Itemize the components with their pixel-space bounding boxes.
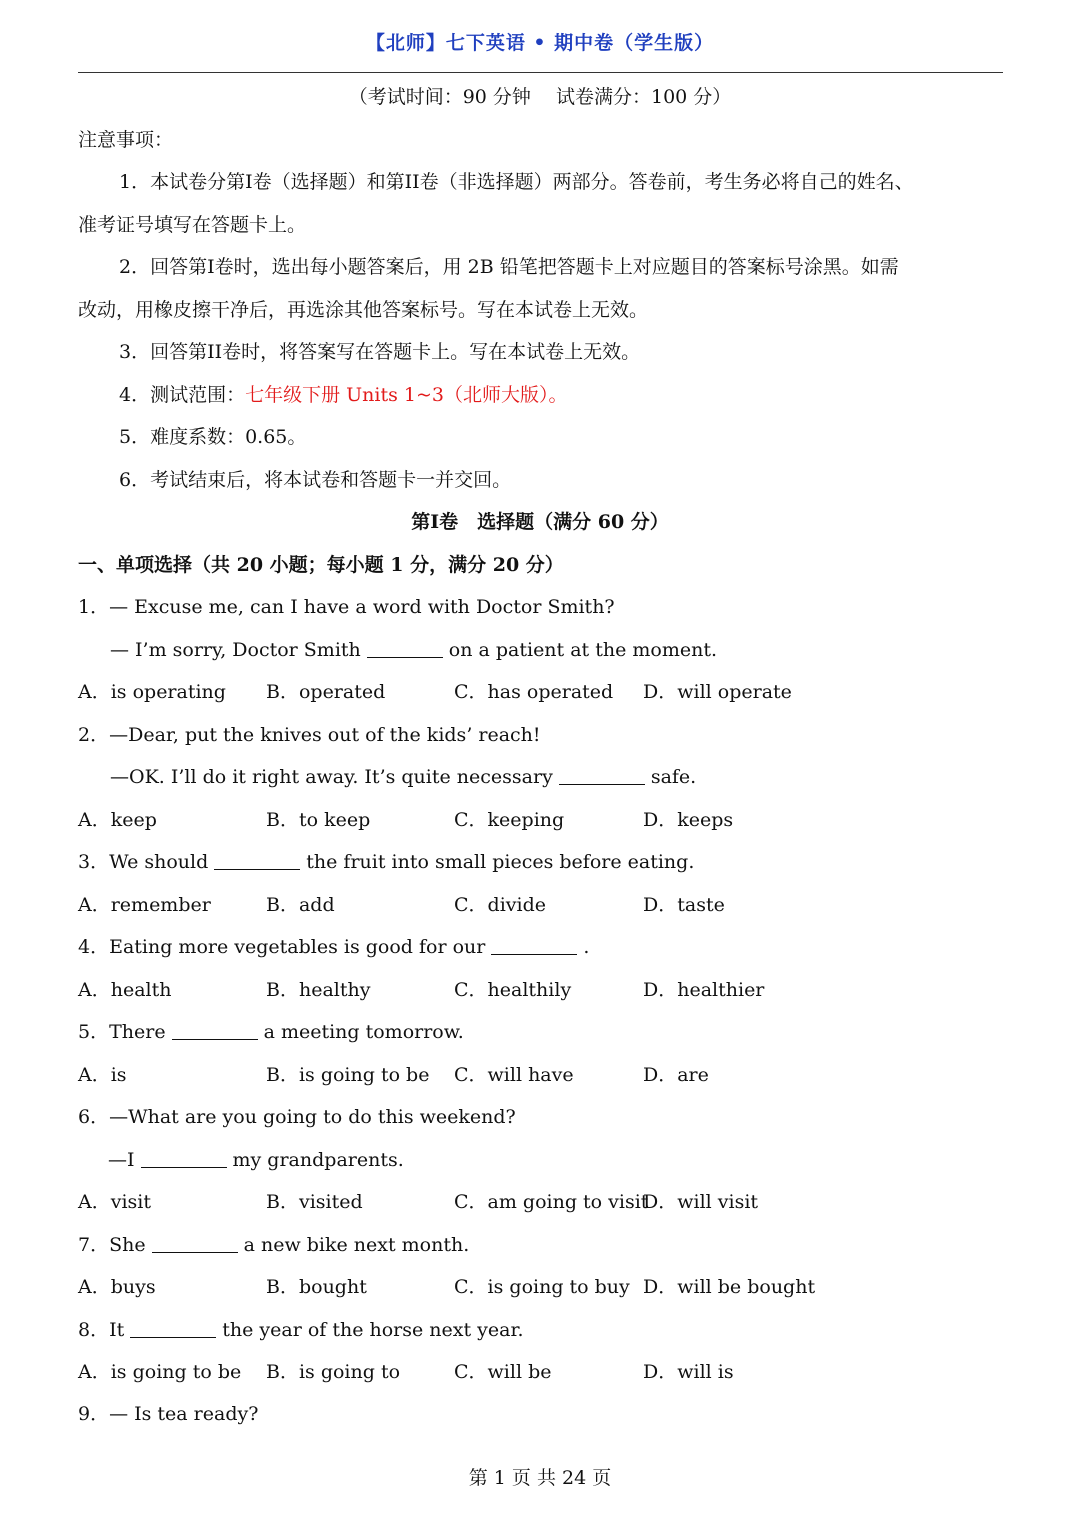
question-1-line-2 — [110, 641, 717, 660]
answer-blank — [214, 868, 300, 870]
answer-blank — [491, 953, 577, 955]
q5-option-a: A．is — [78, 1064, 127, 1086]
question-text: —I — [108, 1149, 135, 1171]
q3-option-c: C．divide — [454, 894, 546, 916]
note-item-5: 5．难度系数：0.65。 — [119, 426, 307, 448]
q8-option-a: A．is going to be — [78, 1361, 242, 1383]
q3-option-d: D．taste — [643, 894, 725, 916]
question-text: —OK. I’ll do it right away. It’s quite necessary — [110, 766, 553, 788]
q8-option-d: D．will is — [643, 1361, 734, 1383]
q5-option-d: D．are — [643, 1064, 709, 1086]
question-text: 4．Eating more vegetables is good for our — [78, 936, 486, 958]
q7-option-b: B．bought — [266, 1276, 367, 1298]
question-text: 5．There — [78, 1021, 166, 1043]
section-title: 第I卷 选择题（满分 60 分） — [411, 511, 669, 533]
question-6-line-1: 6．—What are you going to do this weekend? — [78, 1106, 516, 1128]
question-9-line-1: 9．— Is tea ready? — [78, 1403, 259, 1425]
question-2-line-1: 2．—Dear, put the knives out of the kids’ reach! — [78, 724, 541, 746]
note-item-4 — [119, 386, 567, 405]
question-3 — [78, 853, 694, 872]
answer-blank — [152, 1251, 238, 1253]
question-4 — [78, 938, 589, 957]
q3-option-a: A．remember — [78, 894, 211, 916]
q2-option-d: D．keeps — [643, 809, 734, 831]
question-text: the year of the horse next year. — [222, 1319, 524, 1341]
q6-option-b: B．visited — [266, 1191, 363, 1213]
q8-option-c: C．will be — [454, 1361, 552, 1383]
q4-option-b: B．healthy — [266, 979, 371, 1001]
q6-option-c: C．am going to visit — [454, 1191, 649, 1213]
q1-option-d: D．will operate — [643, 681, 792, 703]
note-item-3: 3．回答第II卷时，将答案写在答题卡上。写在本试卷上无效。 — [119, 341, 641, 363]
question-6-line-2 — [108, 1151, 404, 1170]
note-item-2a: 2．回答第I卷时，选出每小题答案后，用 2B 铅笔把答题卡上对应题目的答案标号涂黑。如需 — [119, 256, 899, 278]
answer-blank — [141, 1166, 227, 1168]
question-7 — [78, 1236, 469, 1255]
question-text: a new bike next month. — [243, 1234, 470, 1256]
question-text: 8．It — [78, 1319, 125, 1341]
q1-option-b: B．operated — [266, 681, 386, 703]
q1-option-a: A．is operating — [78, 681, 226, 703]
part-title: 一、单项选择（共 20 小题；每小题 1 分，满分 20 分） — [78, 554, 564, 576]
question-text: the fruit into small pieces before eating. — [306, 851, 695, 873]
q8-option-b: B．is going to — [266, 1361, 401, 1383]
answer-blank — [559, 783, 645, 785]
header-divider — [78, 72, 1003, 73]
q4-option-a: A．health — [78, 979, 172, 1001]
q3-option-b: B．add — [266, 894, 335, 916]
question-8 — [78, 1321, 524, 1340]
q6-option-d: D．will visit — [643, 1191, 759, 1213]
exam-info: （考试时间：90 分钟 试卷满分：100 分） — [348, 86, 732, 108]
answer-blank — [172, 1038, 258, 1040]
note-item-4-label: 4．测试范围： — [119, 384, 246, 406]
notes-heading: 注意事项： — [78, 129, 174, 151]
answer-blank — [130, 1336, 216, 1338]
q5-option-b: B．is going to be — [266, 1064, 430, 1086]
q7-option-c: C．is going to buy — [454, 1276, 630, 1298]
q5-option-c: C．will have — [454, 1064, 574, 1086]
question-text: on a patient at the moment. — [448, 639, 718, 661]
question-1-line-1: 1．— Excuse me, can I have a word with Doctor Smith? — [78, 596, 615, 618]
note-item-2b: 改动，用橡皮擦干净后，再选涂其他答案标号。写在本试卷上无效。 — [78, 299, 649, 321]
question-text: 3．We should — [78, 851, 209, 873]
q7-option-a: A．buys — [78, 1276, 156, 1298]
note-item-1a: 1．本试卷分第I卷（选择题）和第II卷（非选择题）两部分。答卷前，考生务必将自己的姓名、 — [119, 171, 914, 193]
question-2-line-2 — [110, 768, 696, 787]
note-item-1b: 准考证号填写在答题卡上。 — [78, 214, 307, 236]
page-number: 第 1 页 共 24 页 — [468, 1467, 612, 1489]
q2-option-a: A．keep — [78, 809, 157, 831]
q4-option-c: C．healthily — [454, 979, 572, 1001]
question-text: . — [583, 936, 590, 958]
q1-option-c: C．has operated — [454, 681, 614, 703]
question-text: my grandparents. — [232, 1149, 404, 1171]
q2-option-b: B．to keep — [266, 809, 371, 831]
note-item-6: 6．考试结束后，将本试卷和答题卡一并交回。 — [119, 469, 512, 491]
test-scope: 七年级下册 Units 1~3（北师大版）。 — [245, 384, 568, 406]
page-header-title: 【北师】七下英语 • 期中卷（学生版） — [365, 32, 715, 54]
answer-blank — [367, 656, 443, 658]
question-text: — I’m sorry, Doctor Smith — [110, 639, 361, 661]
question-text: 7．She — [78, 1234, 146, 1256]
q6-option-a: A．visit — [78, 1191, 151, 1213]
q7-option-d: D．will be bought — [643, 1276, 816, 1298]
q4-option-d: D．healthier — [643, 979, 765, 1001]
question-text: safe. — [650, 766, 697, 788]
question-5 — [78, 1023, 464, 1042]
q2-option-c: C．keeping — [454, 809, 565, 831]
question-text: a meeting tomorrow. — [263, 1021, 464, 1043]
